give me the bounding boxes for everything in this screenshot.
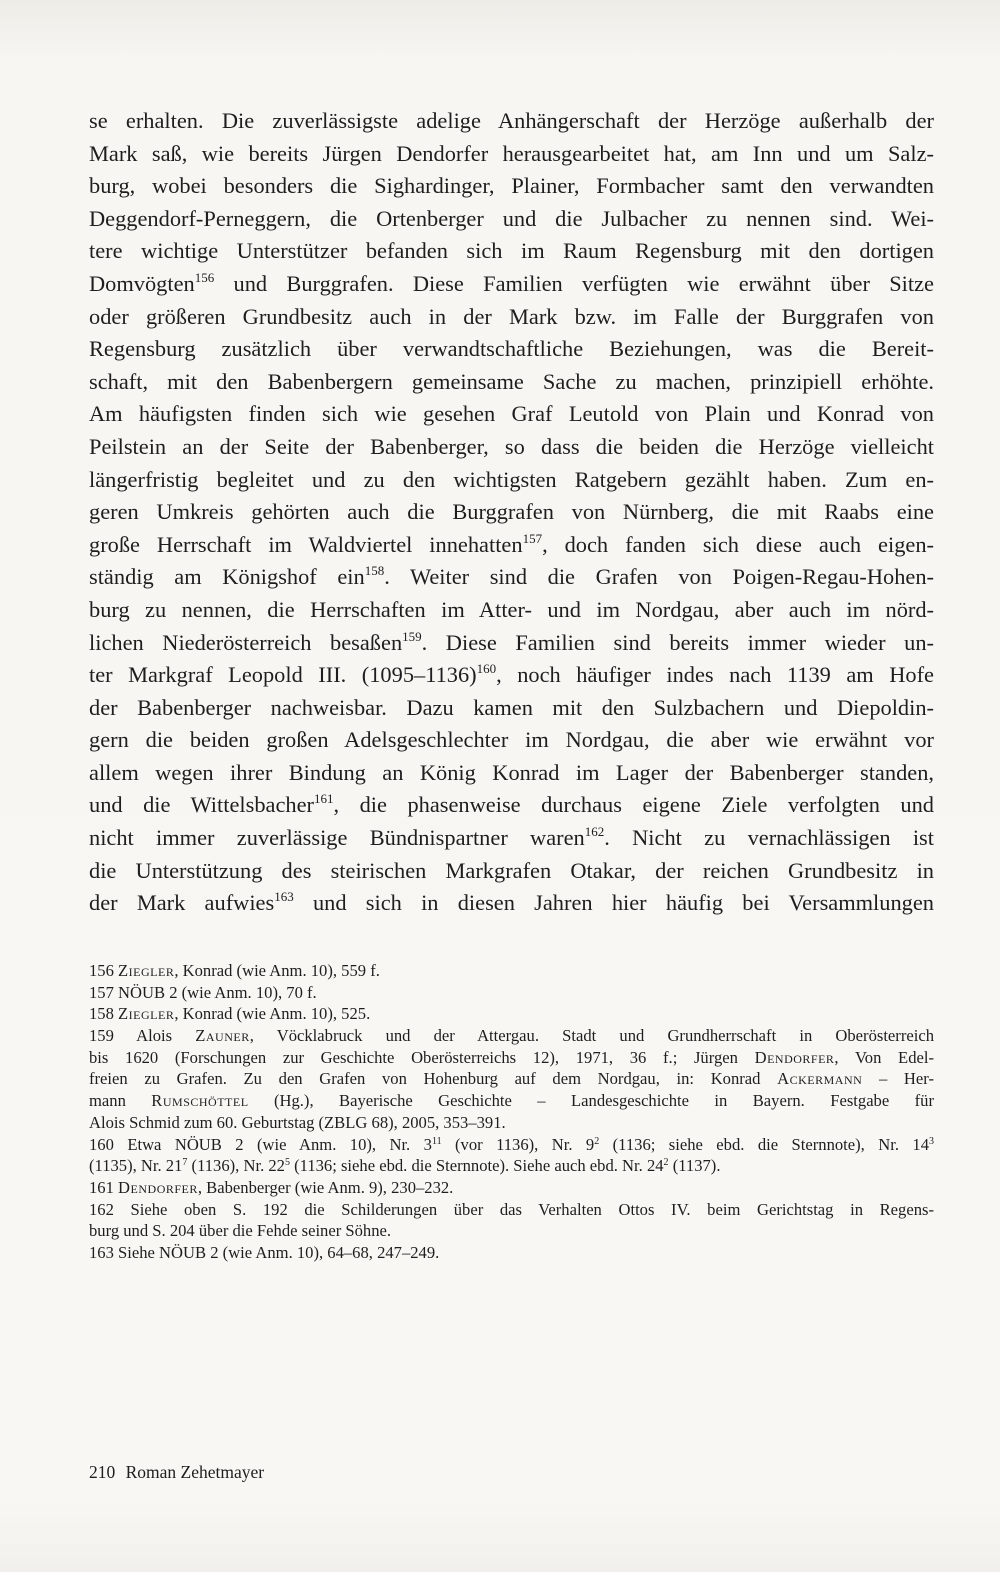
author-surname: Ackermann bbox=[777, 1069, 863, 1089]
footnote-marker[interactable]: 162 bbox=[584, 824, 605, 840]
text-run: oder größeren Grundbesitz auch in der Mark bzw. im Falle der Burggrafen von bbox=[89, 303, 934, 329]
text-run: , noch häufiger indes nach 1139 am Hofe bbox=[496, 662, 934, 688]
text-run: lichen Niederösterreich besaßen bbox=[89, 629, 403, 655]
superscript-number: 3 bbox=[929, 1135, 934, 1147]
text-line bbox=[89, 496, 934, 529]
text-run: , die phasenweise durchaus eigene Ziele verfolgten und bbox=[333, 792, 934, 818]
text-run: geren Umkreis gehörten auch die Burggrafen von Nürnberg, die mit Raabs eine bbox=[89, 499, 934, 525]
main-text bbox=[89, 105, 934, 920]
text-line bbox=[89, 203, 934, 236]
text-line bbox=[89, 464, 934, 497]
author-surname: Rumschöttel bbox=[151, 1091, 249, 1111]
text-line bbox=[89, 235, 934, 268]
footnote-text: (1137). bbox=[668, 1156, 721, 1176]
text-run: Deggendorf-Perneggern, die Ortenberger und die Julbacher zu nennen sind. Wei- bbox=[89, 205, 934, 231]
page-number: 210 bbox=[89, 1462, 116, 1482]
text-run: tere wichtige Unterstützer befanden sich im Raum Regensburg mit den dortigen bbox=[89, 238, 934, 264]
text-line bbox=[89, 301, 934, 334]
footnote-marker[interactable]: 157 bbox=[522, 530, 543, 546]
footnote-line bbox=[89, 982, 934, 1004]
text-line bbox=[89, 529, 934, 562]
footnote-text: mann bbox=[89, 1091, 152, 1111]
text-run: . Diese Familien sind bereits immer wieder un- bbox=[421, 629, 934, 655]
text-line bbox=[89, 887, 934, 920]
footnote-line bbox=[89, 1047, 934, 1069]
text-run: Peilstein an der Seite der Babenberger, so dass die beiden die Herzöge vielleicht bbox=[89, 433, 934, 459]
text-line bbox=[89, 333, 934, 366]
text-line bbox=[89, 366, 934, 399]
footnote bbox=[89, 1177, 934, 1199]
text-run: Domvögten bbox=[89, 270, 195, 296]
text-run: Regensburg zusätzlich über verwandtschaftliche Beziehungen, was die Bereit- bbox=[89, 336, 934, 362]
footnote-line bbox=[89, 1177, 934, 1199]
superscript-number: 2 bbox=[594, 1135, 600, 1147]
text-run: se erhalten. Die zuverlässigste adelige Anhängerschaft der Herzöge außerhalb der bbox=[89, 108, 934, 133]
footnote-marker[interactable]: 156 bbox=[194, 269, 215, 285]
footnote-text: freien zu Grafen. Zu den Grafen von Hohenburg auf dem Nordgau, in: Konrad bbox=[89, 1069, 778, 1089]
text-run: ständig am Königshof ein bbox=[89, 564, 365, 590]
footnote-text: 160 Etwa NÖUB 2 (wie Anm. 10), Nr. 3 bbox=[89, 1134, 432, 1154]
text-run: der Babenberger nachweisbar. Dazu kamen mit den Sulzbachern und Diepoldin- bbox=[89, 694, 934, 720]
footnote-marker[interactable]: 158 bbox=[364, 563, 385, 579]
footnote-text: , Von Edel- bbox=[834, 1047, 934, 1067]
text-line bbox=[89, 170, 934, 203]
footnote-text: burg und S. 204 über die Fehde seiner Söhne. bbox=[89, 1221, 392, 1241]
running-author: Roman Zehetmayer bbox=[125, 1462, 265, 1482]
text-line bbox=[89, 789, 934, 822]
footnote-text: (1136; siehe ebd. die Sternnote). Siehe auch ebd. Nr. 24 bbox=[289, 1156, 664, 1176]
footnote-text: 162 Siehe oben S. 192 die Schilderungen über das Verhalten Ottos IV. beim Gerichtstag in Regens- bbox=[89, 1199, 934, 1219]
footnote bbox=[89, 1134, 934, 1177]
text-run: . Nicht zu vernachlässigen ist bbox=[604, 825, 934, 851]
footnote-line bbox=[89, 1025, 934, 1047]
footnote-line bbox=[89, 1003, 934, 1025]
footnote-text: (1135), Nr. 21 bbox=[89, 1156, 183, 1176]
author-surname: Ziegler bbox=[118, 1004, 175, 1024]
author-surname: Ziegler bbox=[118, 961, 175, 980]
text-line bbox=[89, 105, 934, 138]
footnote-marker[interactable]: 159 bbox=[402, 628, 422, 644]
superscript-number: 5 bbox=[284, 1157, 290, 1169]
text-line bbox=[89, 627, 934, 660]
text-run: und Burggrafen. Diese Familien verfügten wie erwähnt über Sitze bbox=[214, 270, 934, 296]
footnote-line bbox=[89, 1134, 934, 1156]
text-line bbox=[89, 138, 934, 171]
text-line bbox=[89, 757, 934, 790]
footnote-text: , Babenberger (wie Anm. 9), 230–232. bbox=[197, 1177, 454, 1197]
text-line bbox=[89, 692, 934, 725]
footnote-text: , Konrad (wie Anm. 10), 525. bbox=[174, 1004, 371, 1024]
text-line bbox=[89, 594, 934, 627]
footnote bbox=[89, 1025, 934, 1133]
text-line bbox=[89, 659, 934, 692]
text-run: . Weiter sind die Grafen von Poigen-Regau-Hohen- bbox=[384, 564, 934, 590]
footnote-text: , Konrad (wie Anm. 10), 559 f. bbox=[174, 961, 380, 980]
text-run: gern die beiden großen Adelsgeschlechter im Nordgau, die aber wie erwähnt vor bbox=[89, 727, 934, 753]
text-run: große Herrschaft im Waldviertel innehatten bbox=[89, 531, 523, 557]
footnote-line bbox=[89, 1199, 934, 1221]
footnote-text: 156 bbox=[89, 961, 119, 980]
text-run: allem wegen ihrer Bindung an König Konrad im Lager der Babenberger standen, bbox=[89, 759, 934, 785]
text-run: Mark saß, wie bereits Jürgen Dendorfer herausgearbeitet hat, am Inn und um Salz- bbox=[89, 140, 934, 166]
text-line bbox=[89, 561, 934, 594]
text-run: die Unterstützung des steirischen Markgrafen Otakar, der reichen Grundbesitz in bbox=[89, 857, 934, 883]
footnote-text: (1136), Nr. 22 bbox=[187, 1156, 285, 1176]
footnote-text: (vor 1136), Nr. 9 bbox=[441, 1134, 595, 1154]
footnote bbox=[89, 1003, 934, 1025]
text-run: ter Markgraf Leopold III. (1095–1136) bbox=[89, 662, 477, 688]
superscript-number: 7 bbox=[182, 1157, 188, 1169]
footnote bbox=[89, 1242, 934, 1264]
footnote-text: , Vöcklabruck und der Attergau. Stadt und Grundherrschaft in Oberösterreich bbox=[249, 1026, 934, 1046]
text-run: längerfristig begleitet und zu den wichtigsten Ratgebern gezählt haben. Zum en- bbox=[89, 466, 934, 492]
footnote-line bbox=[89, 1090, 934, 1112]
text-run: der Mark aufwies bbox=[89, 890, 275, 916]
footnote-text: bis 1620 (Forschungen zur Geschichte Oberösterreichs 12), 1971, 36 f.; Jürgen bbox=[89, 1047, 755, 1067]
text-line bbox=[89, 431, 934, 464]
footnote-text: 158 bbox=[89, 1004, 119, 1024]
text-line bbox=[89, 268, 934, 301]
author-surname: Zauner bbox=[195, 1026, 250, 1046]
author-surname: Dendorfer bbox=[754, 1047, 835, 1067]
footnote-text: Alois Schmid zum 60. Geburtstag (ZBLG 68), 2005, 353–391. bbox=[89, 1112, 506, 1132]
footnote-line bbox=[89, 1220, 934, 1242]
page-footer bbox=[89, 1461, 264, 1483]
footnote-text: – Her- bbox=[862, 1069, 934, 1089]
text-line bbox=[89, 822, 934, 855]
footnote-line bbox=[89, 1155, 934, 1177]
text-run: burg zu nennen, die Herrschaften im Atter- und im Nordgau, aber auch im nörd- bbox=[89, 596, 934, 622]
text-run: schaft, mit den Babenbergern gemeinsame Sache zu machen, prinzipiell erhöhte. bbox=[89, 368, 934, 394]
footnote-marker[interactable]: 161 bbox=[313, 791, 334, 807]
footnote-text: (Hg.), Bayerische Geschichte – Landesgeschichte in Bayern. Festgabe für bbox=[248, 1091, 934, 1111]
text-run: burg, wobei besonders die Sighardinger, Plainer, Formbacher samt den verwandten bbox=[89, 173, 934, 199]
footnote-marker[interactable]: 160 bbox=[476, 661, 497, 677]
text-run: und sich in diesen Jahren hier häufig bei Versammlungen bbox=[293, 890, 934, 916]
footnote-line bbox=[89, 1068, 934, 1090]
text-line bbox=[89, 855, 934, 888]
footnote-text: 159 Alois bbox=[89, 1026, 196, 1046]
author-surname: Dendorfer bbox=[118, 1177, 198, 1197]
text-run: Am häufigsten finden sich wie gesehen Graf Leutold von Plain und Konrad von bbox=[89, 401, 934, 427]
footnote-line bbox=[89, 960, 934, 982]
footnote-marker[interactable]: 163 bbox=[274, 889, 294, 905]
footnote-line bbox=[89, 1112, 934, 1134]
footnote-text: 161 bbox=[89, 1177, 119, 1197]
text-run: , doch fanden sich diese auch eigen- bbox=[542, 531, 934, 557]
footnote bbox=[89, 960, 934, 982]
footnotes bbox=[89, 960, 934, 1264]
text-run: und die Wittelsbacher bbox=[89, 792, 314, 818]
footnote-text: (1136; siehe ebd. die Sternnote), Nr. 14 bbox=[599, 1134, 929, 1154]
footnote bbox=[89, 1199, 934, 1242]
text-line bbox=[89, 724, 934, 757]
text-run: nicht immer zuverlässige Bündnispartner waren bbox=[89, 825, 585, 851]
footnote-line bbox=[89, 1242, 934, 1264]
footnote-text: 163 Siehe NÖUB 2 (wie Anm. 10), 64–68, 247–249. bbox=[89, 1242, 440, 1262]
text-line bbox=[89, 398, 934, 431]
superscript-number: 11 bbox=[431, 1135, 442, 1147]
superscript-number: 2 bbox=[663, 1157, 669, 1169]
footnote bbox=[89, 982, 934, 1004]
footnote-text: 157 NÖUB 2 (wie Anm. 10), 70 f. bbox=[89, 982, 317, 1002]
